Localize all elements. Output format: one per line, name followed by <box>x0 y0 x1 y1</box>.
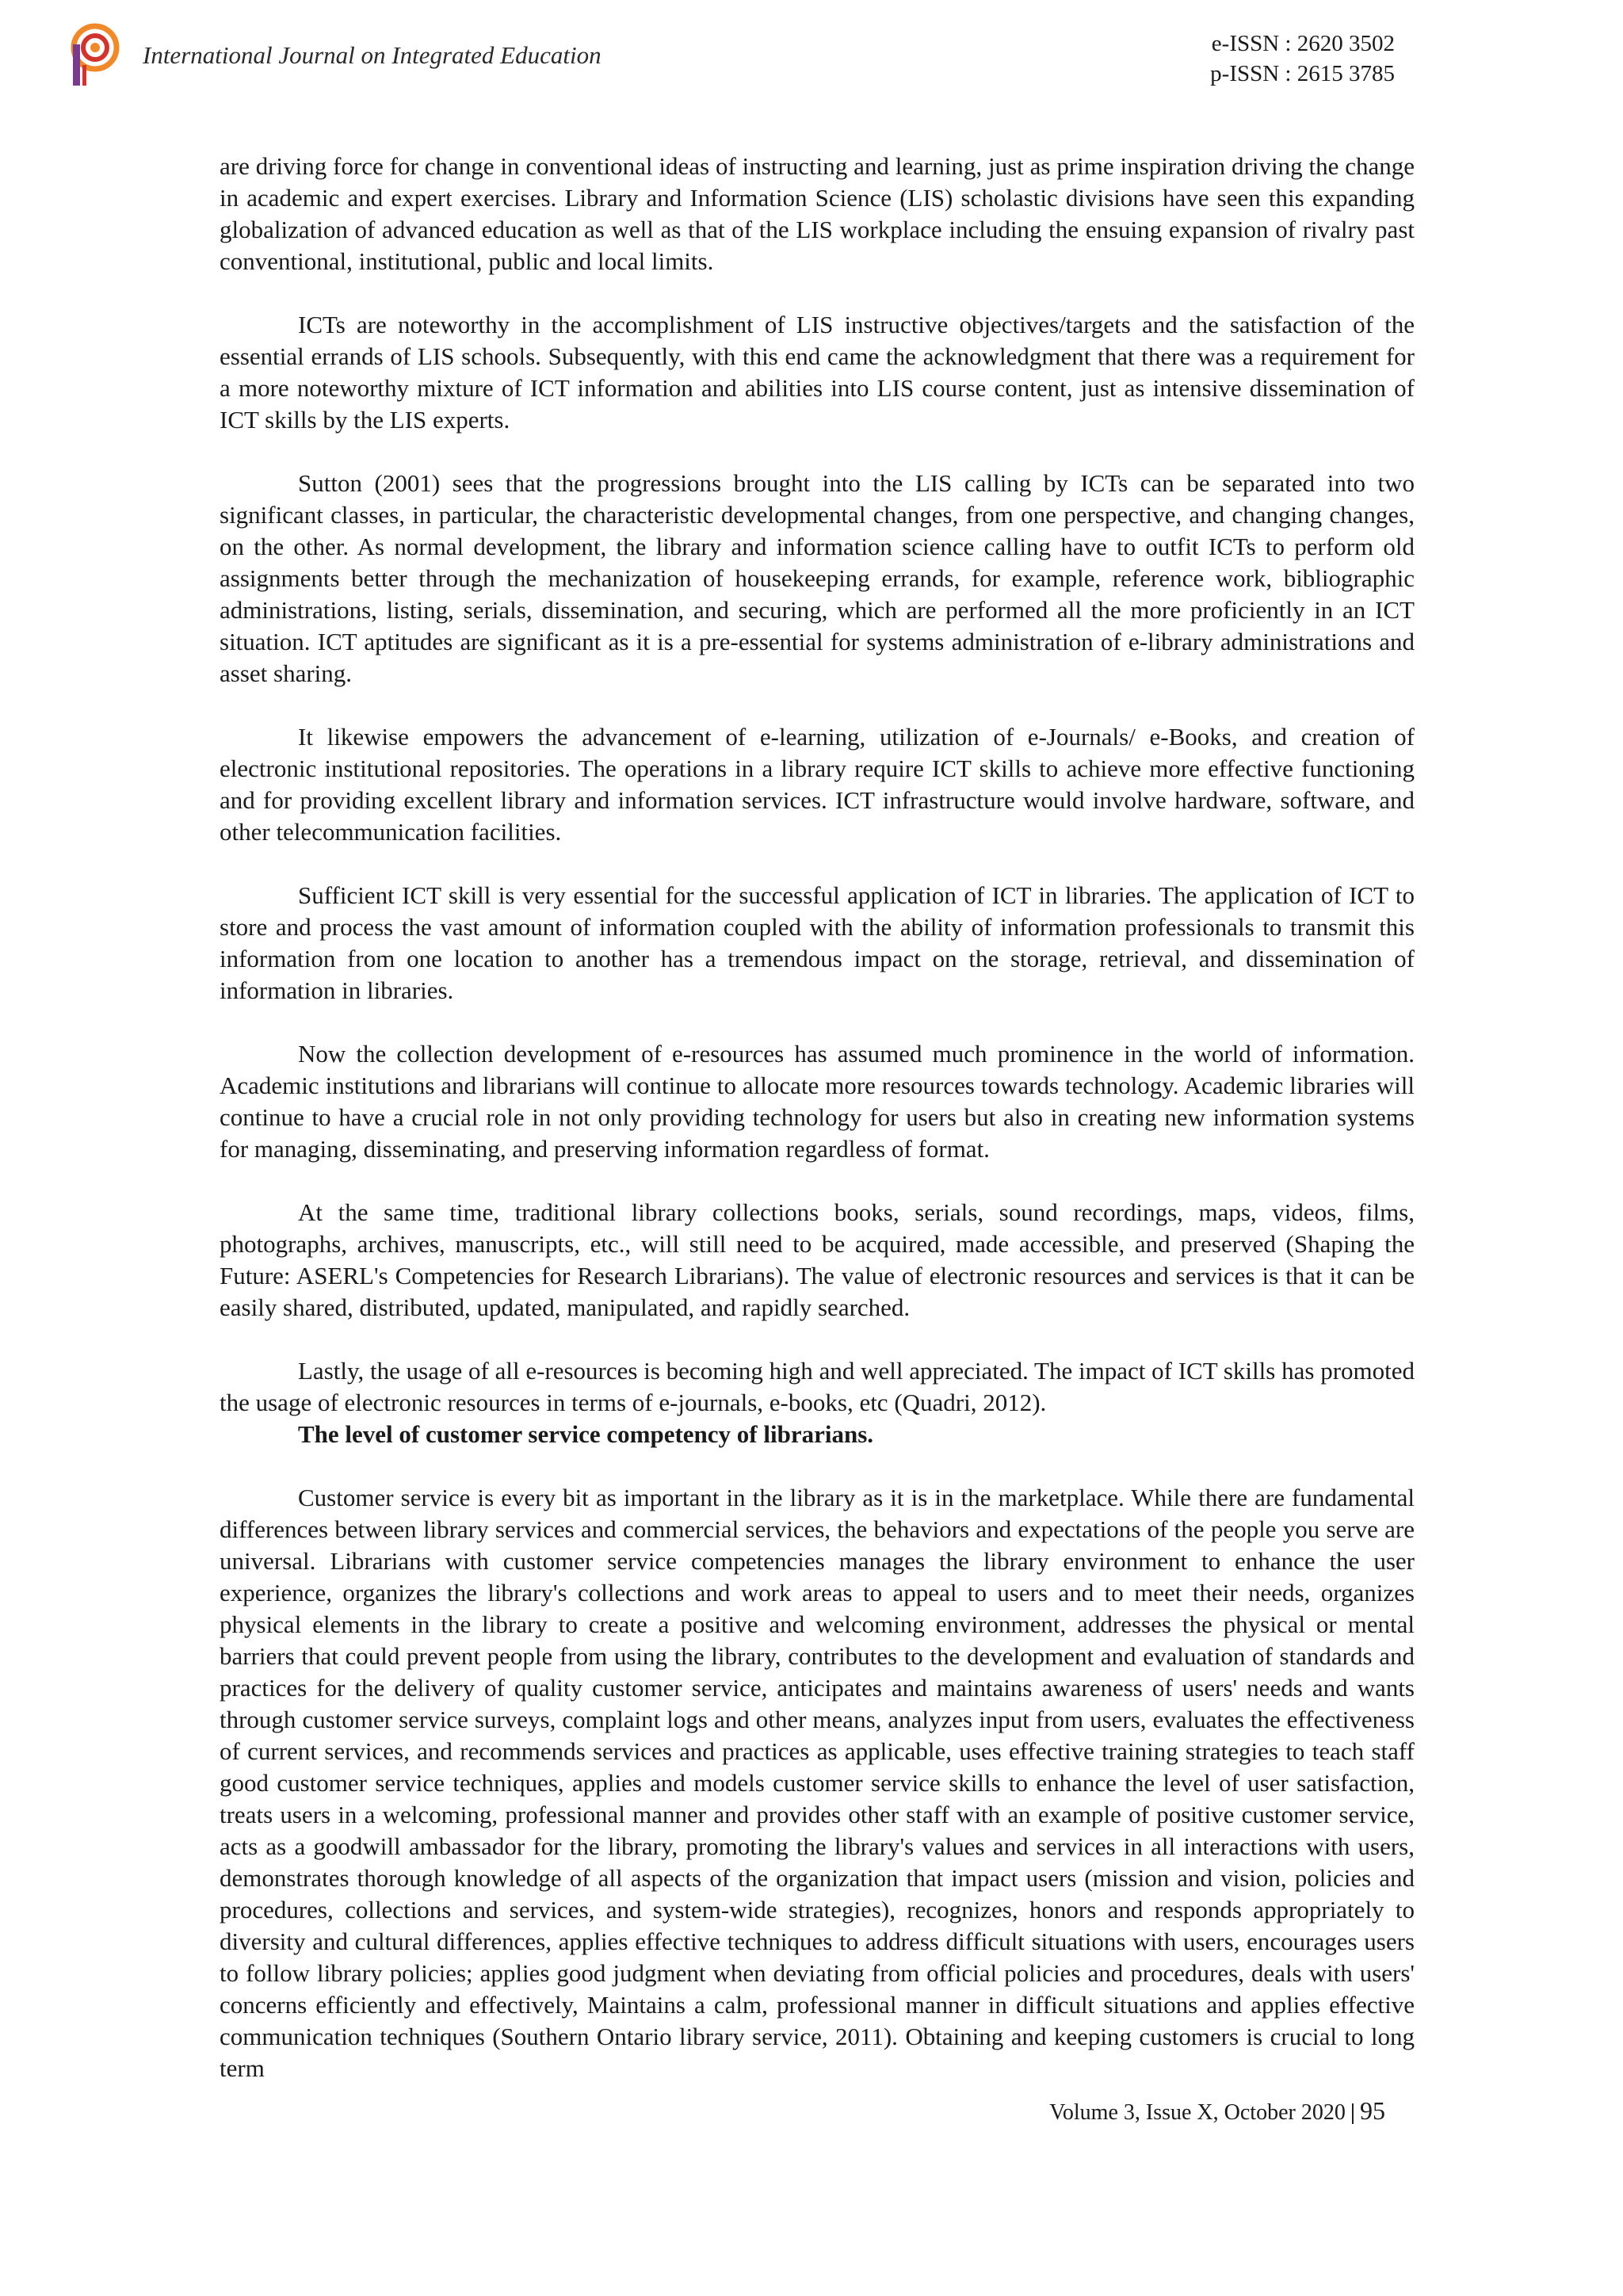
journal-logo-icon <box>67 21 122 89</box>
paragraph-3: Sutton (2001) sees that the progressions brought into the LIS calling by ICTs can be separated into two significant classes, in particular, the characteristic developmental changes, from one perspective, and changing changes, on the other. As normal development, the library and information science calling have to outfit ICTs to perform old assignments better through the mechanization of housekeeping errands, for example, reference work, bibliographic administrations, listing, serials, dissemination, and securing, which are performed all the more proficiently in an ICT situation. ICT aptitudes are significant as it is a pre-essential for systems administration of e-library administrations and asset sharing. <box>220 469 1415 687</box>
page-footer <box>1049 2096 1385 2126</box>
section-heading: The level of customer service competency of librarians. <box>298 1420 874 1448</box>
footer-separator: | <box>1350 2100 1355 2125</box>
volume-info: Volume 3, Issue X, October 2020 <box>1049 2100 1346 2125</box>
article-body <box>220 151 1415 2116</box>
page-number: 95 <box>1360 2096 1385 2125</box>
journal-title: International Journal on Integrated Education <box>143 41 601 69</box>
paragraph-4: It likewise empowers the advancement of e-learning, utilization of e-Journals/ e-Books, and creation of electronic institutional repositories. The operations in a library require ICT skills to achieve more effective functioning and for providing excellent library and information services. ICT infrastructure would involve hardware, software, and other telecommunication facilities. <box>220 723 1415 846</box>
paragraph-7: At the same time, traditional library collections books, serials, sound recordings, maps, videos, films, photographs, archives, manuscripts, etc., will still need to be acquired, made accessible, and preserved (Shaping the Future: ASERL's Competencies for Research Librarians). The value of electronic resources and services is that it can be easily shared, distributed, updated, manipulated, and rapidly searched. <box>220 1198 1415 1321</box>
paragraph-5: Sufficient ICT skill is very essential for the successful application of ICT in libraries. The application of ICT to store and process the vast amount of information coupled with the ability of information professionals to transmit this information from one location to another has a tremendous impact on the storage, retrieval, and dissemination of information in libraries. <box>220 881 1415 1004</box>
issn-block <box>1210 29 1395 89</box>
paragraph-8: Lastly, the usage of all e-resources is becoming high and well appreciated. The impact of ICT skills has promoted the usage of electronic resources in terms of e-journals, e-books, etc (Quadri, 2012). <box>220 1357 1415 1416</box>
paragraph-6: Now the collection development of e-resources has assumed much prominence in the world of information. Academic institutions and librarians will continue to allocate more resources towards technology. Academic libraries will continue to have a crucial role in not only providing technology for users but also in creating new information systems for managing, disseminating, and preserving information regardless of format. <box>220 1040 1415 1163</box>
eissn: e-ISSN : 2620 3502 <box>1211 31 1395 56</box>
paragraph-9: Customer service is every bit as important in the library as it is in the marketplace. While there are fundamental differences between library services and commercial services, the behaviors and expectations of the people you serve are universal. Librarians with customer service competencies manages the library environment to enhance the user experience, organizes the library's collections and work areas to appeal to users and to meet their needs, organizes physical elements in the library to create a positive and welcoming environment, addresses the physical or mental barriers that could prevent people from using the library, contributes to the development and evaluation of standards and practices for the delivery of quality customer service, anticipates and maintains awareness of users' needs and wants through customer service surveys, complaint logs and other means, analyzes input from users, evaluates the effectiveness of current services, and recommends services and practices as applicable, uses effective training strategies to teach staff good customer service techniques, applies and models customer service skills to enhance the level of user satisfaction, treats users in a welcoming, professional manner and provides other staff with an example of positive customer service, acts as a goodwill ambassador for the library, promoting the library's values and services in all interactions with users, demonstrates thorough knowledge of all aspects of the organization that impact users (mission and vision, policies and procedures, collections and services, and system-wide strategies), recognizes, honors and responds appropriately to diversity and cultural differences, applies effective techniques to address difficult situations with users, encourages users to follow library policies; applies good judgment when deviating from official policies and procedures, deals with users' concerns efficiently and effectively, Maintains a calm, professional manner in difficult situations and applies effective communication techniques (Southern Ontario library service, 2011). Obtaining and keeping customers is crucial to long term <box>220 1484 1415 2082</box>
paragraph-2: ICTs are noteworthy in the accomplishment of LIS instructive objectives/targets and the satisfaction of the essential errands of LIS schools. Subsequently, with this end came the acknowledgment that there was a requirement for a more noteworthy mixture of ICT information and abilities into LIS course content, just as intensive dissemination of ICT skills by the LIS experts. <box>220 311 1415 434</box>
paragraph-1: are driving force for change in conventional ideas of instructing and learning, just as prime inspiration driving the change in academic and expert exercises. Library and Information Science (LIS) scholastic divisions have seen this expanding globalization of advanced education as well as that of the LIS workplace including the ensuing expansion of rivalry past conventional, institutional, public and local limits. <box>220 152 1415 275</box>
page-header <box>0 0 1623 111</box>
pissn: p-ISSN : 2615 3785 <box>1210 61 1395 86</box>
